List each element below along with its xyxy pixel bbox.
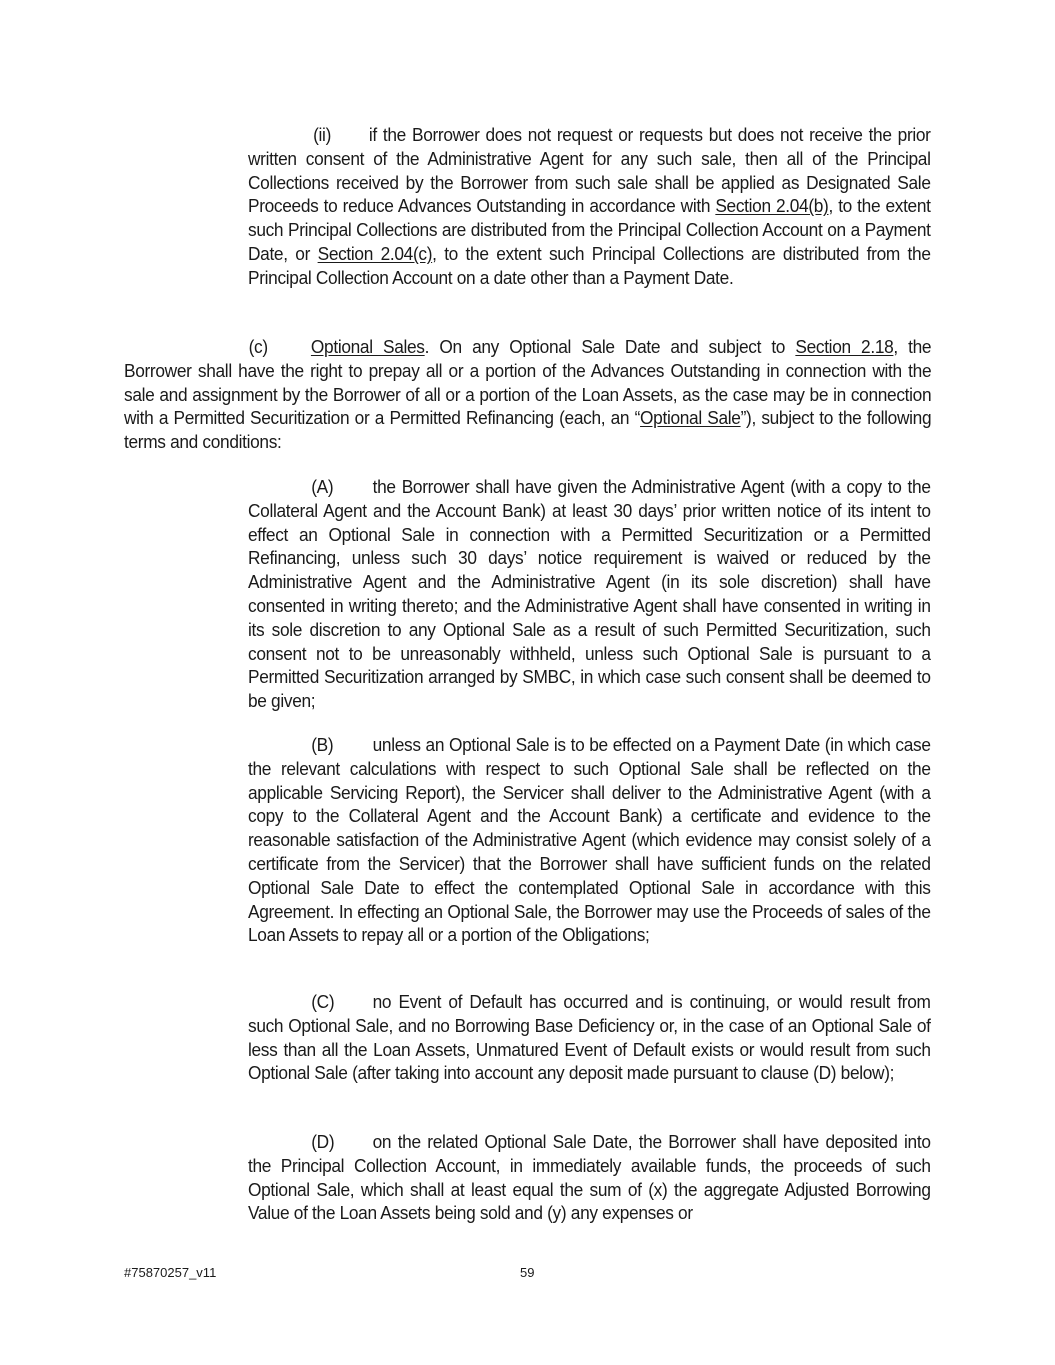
paragraph-text: unless an Optional Sale is to be effected on a Payment Date (in which case the relevant calculations with respect to such Optional Sale shall be reflected on the applicable Servicing Report), the Servicer shall deliver to the Administrative Agent (with a copy to the Collateral Agent and the Account Bank) a certificate and evidence to the reasonable satisfaction of the Administrative Agent (which evidence may consist solely of a certificate from the Servicer) that the Borrower shall have sufficient funds on the related Optional Sale Date to effect the contemplated Optional Sale in accordance with this Agreement. In effecting an Optional Sale, the Borrower may use the Proceeds of sales of the Loan Assets to repay all or a portion of the Obligations;	[248, 734, 931, 946]
paragraph-B	[248, 733, 931, 947]
clause-label: (A)	[311, 476, 334, 497]
paragraph-A	[248, 475, 931, 713]
paragraph-text: , to the extent such Principal Collections are distributed from the Principal Collection Account on a date other than a Payment Date.	[248, 242, 931, 288]
paragraph-text: on the related Optional Sale Date, the Borrower shall have deposited into the Principal Collection Account, in immediately available funds, the proceeds of such Optional Sale, which shall at least equal the sum of (x) the aggregate Adjusted Borrowing Value of the Loan Assets being sold and (y) any expenses or	[248, 1131, 931, 1224]
clause-label: (B)	[311, 734, 334, 755]
section-heading: Optional Sales	[310, 336, 425, 357]
clause-label: (C)	[311, 991, 335, 1012]
section-reference-link[interactable]: Section 2.04(c)	[317, 242, 433, 264]
clause-label: (ii)	[313, 124, 332, 145]
clause-label: (D)	[311, 1131, 335, 1152]
paragraph-text: no Event of Default has occurred and is continuing, or would result from such Optional Sale, and no Borrowing Base Deficiency or, in the case of an Optional Sale of less than all the Loan Assets, Unmatured Event of Default exists or would result from such Optional Sale (after taking into account any deposit made pursuant to clause (D) below);	[248, 991, 931, 1084]
clause-label: (c)	[248, 336, 268, 357]
defined-term: Optional Sale	[640, 407, 741, 429]
paragraph-c-optional-sales	[124, 335, 931, 454]
paragraph-text: , the Borrower shall have the right to prepay all or a portion of the Advances Outstanding in connection with the sale and assignment by the Borrower of all or a portion of the Loan Assets, as the case may be in connection with a Permitted Securitization or a Permitted Refinancing (each, an “	[124, 336, 932, 429]
section-reference-link[interactable]: Section 2.18	[795, 336, 894, 357]
section-reference-link[interactable]: Section 2.04(b)	[715, 195, 829, 217]
paragraph-text: ”), subject to the following terms and conditions:	[124, 407, 932, 453]
page-number: 59	[520, 1265, 535, 1280]
paragraph-ii	[248, 123, 931, 290]
paragraph-text: , to the extent such Principal Collections are distributed from the Principal Collection Account on a Payment Date, or	[248, 195, 931, 264]
paragraph-D	[248, 1130, 931, 1225]
paragraph-text: if the Borrower does not request or requests but does not receive the prior written consent of the Administrative Agent for any such sale, then all of the Principal Collections received by the Borrower from such sale shall be applied as Designated Sale Proceeds to reduce Advances Outstanding in accordance with	[248, 124, 931, 217]
paragraph-text: . On any Optional Sale Date and subject to	[424, 336, 796, 357]
document-id: #75870257_v11	[124, 1265, 217, 1280]
paragraph-C	[248, 990, 931, 1085]
paragraph-text: the Borrower shall have given the Administrative Agent (with a copy to the Collateral Agent and the Account Bank) at least 30 days’ prior written notice of its intent to effect an Optional Sale in connection with a Permitted Securitization or a Permitted Refinancing, unless such 30 days’ notice requirement is waived or reduced by the Administrative Agent and the Administrative Agent (in its sole discretion) shall have consented in writing thereto; and the Administrative Agent shall have consented in writing in its sole discretion to any Optional Sale as a result of such Permitted Securitization, such consent not to be unreasonably withheld, unless such Optional Sale is pursuant to a Permitted Securitization arranged by SMBC, in which case such consent shall be deemed to be given;	[248, 476, 931, 712]
